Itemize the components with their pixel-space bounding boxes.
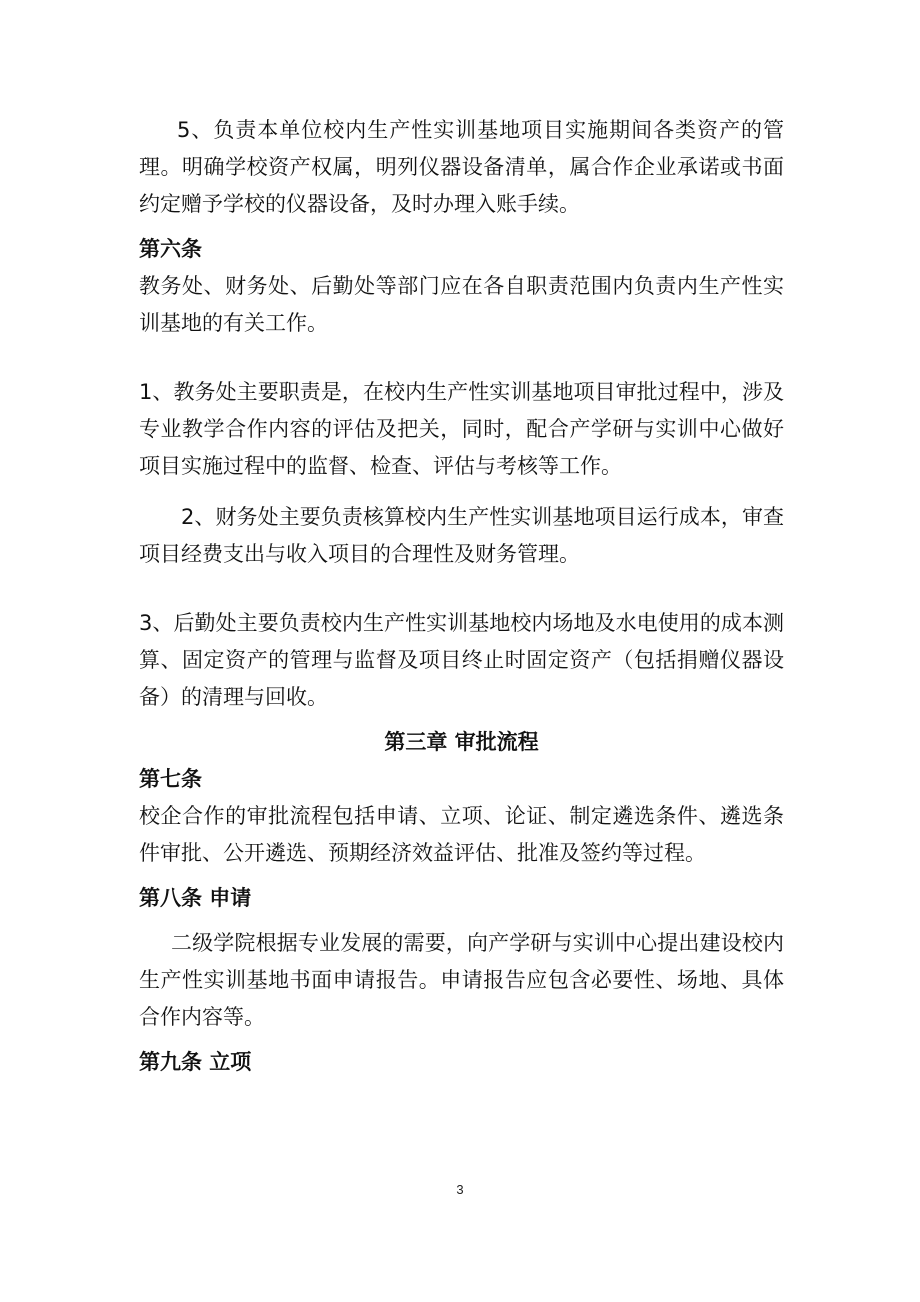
chapter-3-title: 第三章 审批流程 [384,730,539,754]
document-body [139,112,784,1081]
article-7-heading: 第七条 [139,767,202,791]
article-6-item-2: 2、财务处主要负责核算校内生产性实训基地项目运行成本，审查项目经费支出与收入项目的合理性及财务管理。 [139,505,784,566]
article-8-body: 二级学院根据专业发展的需要，向产学研与实训中心提出建设校内生产性实训基地书面申请报告。申请报告应包含必要性、场地、具体合作内容等。 [139,931,784,1029]
article-9-heading: 第九条 立项 [139,1050,252,1074]
article-6-intro: 教务处、财务处、后勤处等部门应在各自职责范围内负责内生产性实训基地的有关工作。 [139,274,784,335]
paragraph-asset-management: 5、负责本单位校内生产性实训基地项目实施期间各类资产的管理。明确学校资产权属，明列仪器设备清单，属合作企业承诺或书面约定赠予学校的仪器设备，及时办理入账手续。 [139,118,784,216]
article-6-item-1: 1、教务处主要职责是，在校内生产性实训基地项目审批过程中，涉及专业教学合作内容的评估及把关，同时，配合产学研与实训中心做好项目实施过程中的监督、检查、评估与考核等工作。 [139,380,784,478]
page-number: 3 [456,1182,464,1197]
article-7-body: 校企合作的审批流程包括申请、立项、论证、制定遴选条件、遴选条件审批、公开遴选、预期经济效益评估、批准及签约等过程。 [139,804,784,865]
article-6-item-3: 3、后勤处主要负责校内生产性实训基地校内场地及水电使用的成本测算、固定资产的管理与监督及项目终止时固定资产（包括捐赠仪器设备）的清理与回收。 [139,611,784,709]
article-8-heading: 第八条 申请 [139,886,252,910]
article-6-heading: 第六条 [139,237,202,261]
